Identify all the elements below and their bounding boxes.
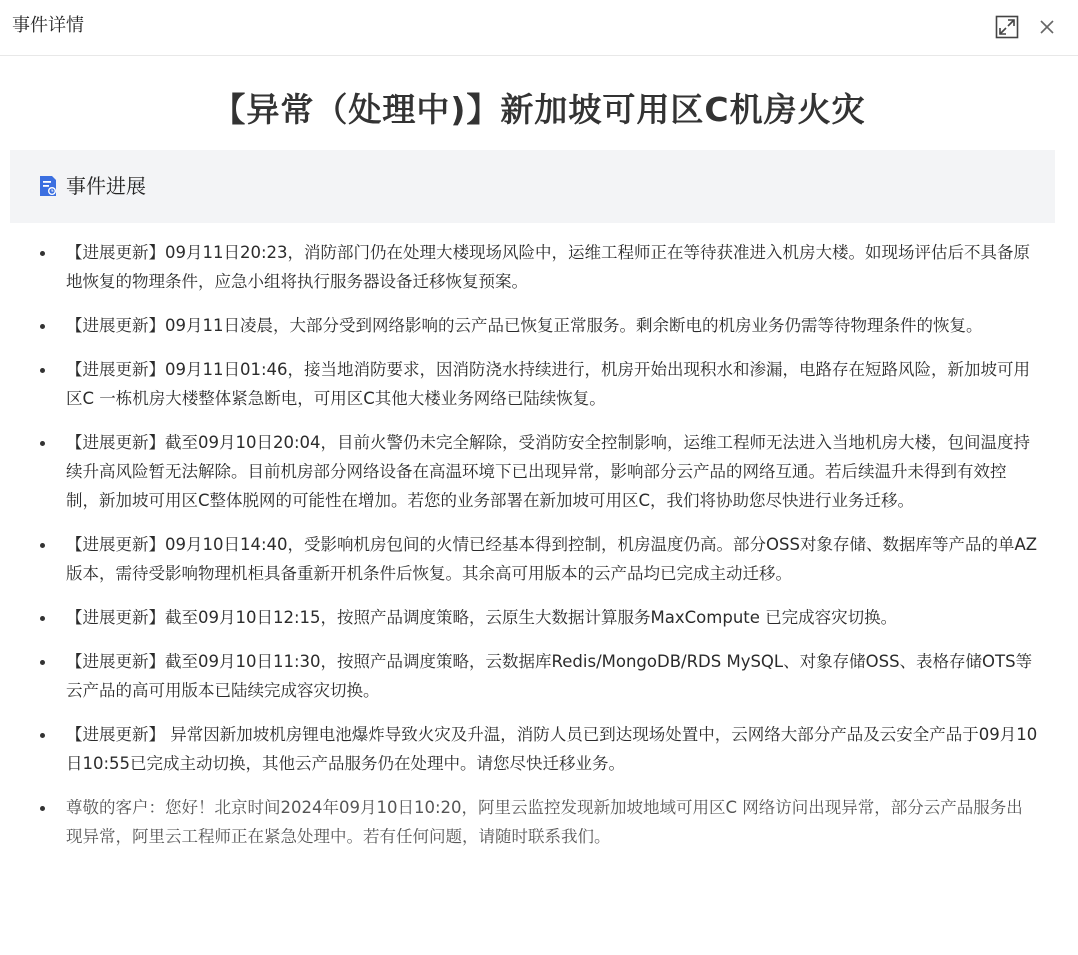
list-item (0, 311, 1078, 340)
bullet (40, 251, 45, 256)
list-item (0, 428, 1078, 515)
bullet (40, 660, 45, 665)
update-text: 【进展更新】09月11日01:46，接当地消防要求，因消防浇水持续进行，机房开始出现积水和渗漏，电路存在短路风险，新加坡可用区C 一栋机房大楼整体紧急断电，可用区C其他大楼业务网络已陆续恢复。 (66, 360, 1031, 408)
update-text: 【进展更新】09月11日20:23，消防部门仍在处理大楼现场风险中，运维工程师正在等待获准进入机房大楼。如现场评估后不具备原地恢复的物理条件，应急小组将执行服务器设备迁移恢复预案。 (66, 243, 1031, 291)
update-text: 【进展更新】09月10日14:40，受影响机房包间的火情已经基本得到控制，机房温度仍高。部分OSS对象存储、数据库等产品的单AZ版本，需待受影响物理机柜具备重新开机条件后恢复。其余高可用版本的云产品均已完成主动迁移。 (66, 535, 1038, 583)
bullet (40, 616, 45, 621)
bullet (40, 324, 45, 329)
dialog-title: 事件详情 (12, 15, 84, 36)
close-icon[interactable] (1034, 14, 1060, 40)
document-icon (38, 175, 60, 199)
list-item (0, 647, 1078, 705)
list-item (0, 603, 1078, 632)
list-item (0, 355, 1078, 413)
bullet (40, 368, 45, 373)
dialog-header (0, 0, 1078, 56)
bullet (40, 806, 45, 811)
list-item (0, 530, 1078, 588)
update-text: 尊敬的客户：您好！北京时间2024年09月10日10:20，阿里云监控发现新加坡地域可用区C 网络访问出现异常，部分云产品服务出现异常，阿里云工程师正在紧急处理中。若有任何问题，请随时联系我们。 (66, 798, 1023, 846)
bullet (40, 733, 45, 738)
bullet (40, 543, 45, 548)
update-text: 【进展更新】截至09月10日20:04，目前火警仍未完全解除，受消防安全控制影响，运维工程师无法进入当地机房大楼，包间温度持续升高风险暂无法解除。目前机房部分网络设备在高温环境下已出现异常，影响部分云产品的网络互通。若后续温升未得到有效控制，新加坡可用区C整体脱网的可能性在增加。若您的业务部署在新加坡可用区C，我们将协助您尽快进行业务迁移。 (66, 433, 1031, 510)
expand-icon-glyph (995, 15, 1019, 39)
section-label: 事件进展 (66, 174, 146, 198)
list-item (0, 720, 1078, 778)
section-header (10, 150, 1055, 223)
page-title: 【异常（处理中)】新加坡可用区C机房火灾 (212, 90, 866, 129)
close-icon-glyph (1038, 18, 1056, 36)
bullet (40, 441, 45, 446)
update-text: 【进展更新】 异常因新加坡机房锂电池爆炸导致火灾及升温，消防人员已到达现场处置中，云网络大部分产品及云安全产品于09月10日10:55已完成主动切换，其他云产品服务仍在处理中。请您尽快迁移业务。 (66, 725, 1038, 773)
expand-icon[interactable] (994, 14, 1020, 40)
update-text: 【进展更新】截至09月10日12:15，按照产品调度策略，云原生大数据计算服务MaxCompute 已完成容灾切换。 (66, 608, 898, 627)
list-item (0, 238, 1078, 296)
update-text: 【进展更新】截至09月10日11:30，按照产品调度策略，云数据库Redis/MongoDB/RDS MySQL、对象存储OSS、表格存储OTS等云产品的高可用版本已陆续完成容灾切换。 (66, 652, 1033, 700)
update-text: 【进展更新】09月11日凌晨，大部分受到网络影响的云产品已恢复正常服务。剩余断电的机房业务仍需等待物理条件的恢复。 (66, 316, 983, 335)
list-item (0, 793, 1078, 851)
progress-update-list (0, 238, 1078, 866)
